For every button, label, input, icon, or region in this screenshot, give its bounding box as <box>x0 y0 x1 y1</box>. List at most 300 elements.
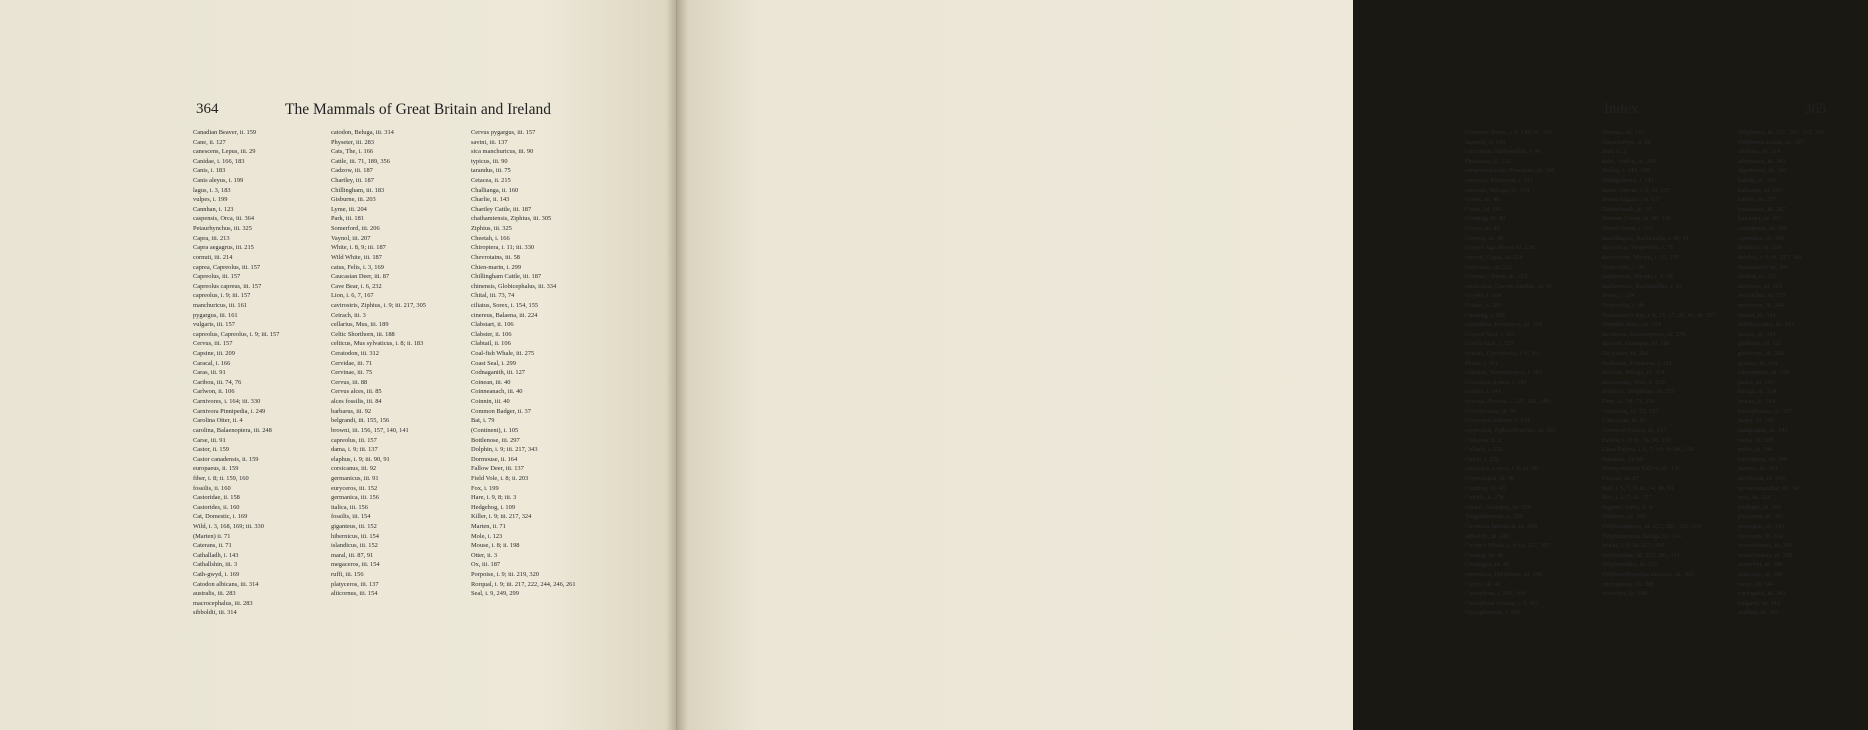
index-entry: moisi, iii. 329 <box>1738 436 1774 444</box>
index-entry: Phoca, i. 361 <box>1465 359 1499 367</box>
index-entry: Phocaena, iii. 320 <box>1465 157 1511 165</box>
index-entry: fosteri, iii. 343 <box>1738 311 1776 319</box>
right-index-column-1 <box>1465 128 1595 618</box>
index-entry: Wild, i. 3, 168, 169; iii. 330 <box>193 522 264 530</box>
index-entry: deductor, Delphinus, iii. 329 <box>1602 388 1675 396</box>
index-entry: cuvieri, Grampus, iii. 334 <box>1465 503 1531 511</box>
index-entry: Cervus alces, iii. 85 <box>331 388 382 396</box>
index-entry: Fallow Deer, iii. 137 <box>471 465 524 473</box>
index-entry: Cunning, iii. 40 <box>1465 484 1506 492</box>
index-entry: leucas, i. 9; iii. 217, 314 <box>1602 542 1664 550</box>
index-entry: Castorides, ii. 160 <box>193 503 240 511</box>
index-entry: microptera, iii. 308 <box>1738 455 1787 463</box>
index-entry: Cwning, iii. 40 <box>1465 551 1504 559</box>
index-entry: Coinean, iii. 40 <box>471 378 511 386</box>
index-entry: dasyllinguis, Barbastella, i. 40, 41 <box>1602 234 1689 242</box>
index-entry: Cystophora, i. 249, 360 <box>1465 590 1525 598</box>
index-entry: American, iii. 73, 157 <box>1602 407 1659 415</box>
index-entry: Chital, iii. 73, 74 <box>471 292 515 300</box>
index-entry: Wild White, iii. 187 <box>331 253 382 261</box>
index-entry: albimanus, iii. 343 <box>1738 157 1786 165</box>
index-entry: pygargus, iii. 161 <box>193 311 238 319</box>
index-entry: degener, Lutra, ii. 4 <box>1602 503 1653 511</box>
index-entry: sowerbiensis, iii. 308 <box>1738 551 1793 559</box>
index-entry: chathamiensis, Ziphius, iii. 305 <box>471 215 552 223</box>
index-entry: Hare, i. 9, 8; iii. 3 <box>471 494 517 502</box>
index-entry: klingii, iii. 324 <box>1738 388 1776 396</box>
index-entry: sibboldii, iii. 314 <box>193 609 237 617</box>
index-entry: islandicus, iii. 152 <box>331 542 378 550</box>
index-entry: Caterans, ii. 71 <box>193 542 232 550</box>
index-entry: cavirostris, Ziphius, i. 9; iii. 217, 305 <box>331 301 426 309</box>
index-entry: delphis, i. 9; iii. 217, 343 <box>1738 253 1803 261</box>
index-entry: Dolphin, i. 9; iii. 217, 343 <box>471 446 538 454</box>
index-entry: corsicanus, iii. 92 <box>331 465 377 473</box>
index-entry: Ovis aries, iii. 212 <box>1465 263 1513 271</box>
index-entry: fossilis, iii. 154 <box>331 513 371 521</box>
index-entry: Damh-feadh, iii. 91 <box>1602 205 1653 213</box>
index-entry: ricossous, iii. 334 <box>1738 532 1784 540</box>
index-entry: phocaena, iii. 321 <box>1738 513 1784 521</box>
index-entry: Cat, Domestic, i. 169 <box>193 513 248 521</box>
index-entry: sowerbiensis, iii. 343 <box>1738 542 1793 550</box>
index-entry: Delphinus acutus, iii. 337 <box>1738 138 1804 146</box>
index-entry: Cystophora cristata, i. 9, 361 <box>1465 599 1539 607</box>
index-entry: Coney, iii. 40 <box>1465 196 1500 204</box>
index-entry: barbarus, iii. 92 <box>331 407 372 415</box>
index-entry: Oryctolagus, iii. 40 <box>1465 474 1515 482</box>
index-entry: Coyote, i. 184 <box>1465 292 1502 300</box>
index-entry: cristatus, Stemmatopus, i. 361 <box>1465 369 1543 377</box>
index-entry: Copper Age Sheep, iii. 238 <box>1465 244 1535 252</box>
index-entry: Charlie, ii. 143 <box>471 196 510 204</box>
index-entry: communis, Barbastellus, i. 41 <box>1465 148 1541 156</box>
index-entry: varlegatus, iii. 343 <box>1738 590 1786 598</box>
book-gutter-shadow <box>666 0 688 730</box>
index-entry: Tragonthorium, ii. 259 <box>1465 513 1523 521</box>
index-entry: sowerbyi, iii. 308 <box>1602 590 1647 598</box>
index-entry: Vaynol, iii. 207 <box>331 234 371 242</box>
index-entry: diodon, iii. 297 <box>1738 273 1778 281</box>
index-entry: concreta, Beluga, iii. 314 <box>1465 186 1530 194</box>
index-entry: corsicanus, Cervus elaphus, iii. 91 <box>1465 282 1553 290</box>
index-entry: Delphinorhynchus australis, iii. 305 <box>1602 571 1694 579</box>
index-entry: Mouse, i. 8; ii. 198 <box>471 542 520 550</box>
index-entry: Canidae, i. 166, 183 <box>193 157 245 165</box>
index-entry: Crocidura aranea, i. 141 <box>1465 378 1527 386</box>
index-entry: (Marten) ii. 71 <box>193 532 231 540</box>
index-entry: Bottlenose, iii. 297 <box>471 436 520 444</box>
index-entry: decumanus, Mus, ii. 219 <box>1602 378 1665 386</box>
index-entry: major, iii. 343 <box>1738 417 1774 425</box>
index-entry: Fox, i. 199 <box>471 484 499 492</box>
index-entry: germanica, iii. 156 <box>331 494 379 502</box>
index-entry: europaeus, ii. 159 <box>193 465 239 473</box>
index-entry: Roe, i. 6, 7; iii. 157 <box>1602 494 1652 502</box>
index-entry: tarandus, iii. 75 <box>471 167 511 175</box>
index-entry: Carnivores, i. 164; iii. 330 <box>193 398 261 406</box>
index-entry: caspensis, Orca, iii. 364 <box>193 215 255 223</box>
index-entry: Cystophorinae, i. 360 <box>1465 609 1521 617</box>
index-entry: macrocephalus, iii. 283 <box>193 599 253 607</box>
index-entry: Cats, The, i. 166 <box>331 148 374 156</box>
index-entry: Canis, i. 183 <box>193 167 226 175</box>
index-entry: Japanese, iii. 90 <box>1602 455 1643 463</box>
index-entry: Danish borin, i. 152 <box>1602 225 1653 233</box>
index-entry: savini, iii. 137 <box>471 138 508 146</box>
index-entry: fuscus, iii. 343 <box>1738 330 1776 338</box>
index-entry: gladiator, iii. 321 <box>1738 340 1782 348</box>
index-entry: Canadian Beaver, ii. 159 <box>193 129 257 136</box>
index-entry: davisoii, Grampus, iii. 180 <box>1602 340 1671 348</box>
index-entry: Petaurhynchus, iii. 325 <box>193 225 252 233</box>
index-entry: (Continent), i. 105 <box>471 426 519 434</box>
index-entry: cuniculus, Lepus, i. 8; iii. 40 <box>1465 465 1538 473</box>
index-entry: Delphinapterus beluga, iii. 314 <box>1602 532 1681 540</box>
index-entry: maral, iii. 87, 91 <box>331 551 374 559</box>
index-entry: elaphus, i. 9; iii. 90, 91 <box>331 455 390 463</box>
index-entry: dasycneme, Myotis, i. 15, 105 <box>1602 253 1680 261</box>
index-entry: dalei, Andon, iii. 308 <box>1602 157 1656 165</box>
index-entry: Coal-fish Whale, iii. 275 <box>471 350 535 358</box>
index-entry: Capreolus capreus, iii. 157 <box>193 282 262 290</box>
index-entry: Catodon albicans, iii. 314 <box>193 580 259 588</box>
index-entry: capreolus, i. 9; iii. 157 <box>193 292 251 300</box>
left-page <box>0 0 677 730</box>
index-entry: Common Fallow, iii. 137 <box>1602 426 1667 434</box>
index-entry: Conin, iii. 143 <box>1465 205 1502 213</box>
index-entry: fossilis, ii. 160 <box>193 484 231 492</box>
index-entry: Chevrotains, iii. 58 <box>471 253 520 261</box>
index-entry: Vespertilio, i. 98 <box>1602 263 1645 271</box>
index-entry: carolina, Balaenoptera, iii. 248 <box>193 426 272 434</box>
index-entry: Cervus pygargus, iii. 157 <box>471 129 536 136</box>
index-entry: alticornus, iii. 154 <box>331 590 378 598</box>
index-entry: sibboldii, iii. 248 <box>1465 532 1509 540</box>
index-entry: Caribou, iii. 74, 76 <box>193 378 242 386</box>
index-entry: australis, iii. 283 <box>193 590 236 598</box>
index-entry: desmarestii, iii. 305 <box>1738 263 1789 271</box>
index-entry: cymodice, iii. 346 <box>1738 234 1785 242</box>
index-entry: leucas, iii. 314 <box>1738 398 1776 406</box>
index-entry: Mesopotamian Fallow, iii. 136 <box>1602 465 1681 473</box>
index-entry: Deer, iii. 58, 71, 356 <box>1602 398 1655 406</box>
index-entry: dama, Cervus, i. 9; iii. 137 <box>1602 186 1670 194</box>
index-entry: Cuvier's Whale, i. 9; iii. 217, 305 <box>1465 542 1550 550</box>
index-entry: declivis, Beluga, iii. 314 <box>1602 369 1665 377</box>
index-entry: Mole, i. 123 <box>471 532 503 540</box>
left-index-column-3 <box>471 128 601 599</box>
index-entry: Cormac's Sheep, iii. 212 <box>1465 273 1528 281</box>
index-entry: Cervinae, iii. 75 <box>331 369 373 377</box>
index-entry: Dauphin blanc, iii. 314 <box>1602 321 1661 329</box>
index-entry: globiceps, iii. 329 <box>1738 350 1784 358</box>
index-entry: philippii, iii. 305 <box>1738 503 1781 511</box>
index-entry: Cervus, iii. 157 <box>193 340 233 348</box>
index-entry: eschrichtii, iii. 337 <box>1738 292 1786 300</box>
index-entry: Chartley, iii. 187 <box>331 177 374 185</box>
index-entry: Ceirach, iii. 3 <box>331 311 366 319</box>
index-entry: Cath-gwyd, i. 169 <box>193 571 240 579</box>
index-entry: lagus, i. 3, 183 <box>193 186 231 194</box>
index-entry: Field Vole, i. 8; ii. 203 <box>471 474 529 482</box>
index-entry: melis, iii. 346 <box>1738 446 1774 454</box>
index-entry: dasycurus, Vespertilio, i. 78 <box>1602 244 1673 252</box>
index-entry: Capra aegagrus, iii. 215 <box>193 244 254 252</box>
right-page-number: 365 <box>1804 101 1827 117</box>
index-entry: typicus, iii. 90 <box>471 157 508 165</box>
index-entry: Squirrel, ii. 149 <box>1465 138 1506 146</box>
right-index-column-3 <box>1738 128 1868 618</box>
index-entry: caprea, Capreolus, iii. 157 <box>193 263 261 271</box>
index-entry: hibernicus, iii. 154 <box>331 532 379 540</box>
index-entry: intermedius, iii. 329 <box>1738 369 1790 377</box>
index-entry: Marten, ii. 71 <box>471 522 506 530</box>
index-entry: Otter, ii. 3 <box>471 551 498 559</box>
left-index-column-1 <box>193 128 323 618</box>
index-entry: Ox, iii. 187 <box>471 561 501 569</box>
index-entry: Conyng, iii. 40 <box>1465 234 1504 242</box>
index-entry: Canis aleyus, i. 199 <box>193 177 244 185</box>
index-entry: euryceros, iii. 152 <box>331 484 378 492</box>
index-entry: Challianga, ii. 160 <box>471 186 519 194</box>
index-entry: Clabtail, ii. 106 <box>471 340 511 348</box>
index-entry: capreolus, iii. 157 <box>331 436 377 444</box>
index-entry: Capreolus, iii. 157 <box>193 273 241 281</box>
index-entry: Capsine, iii. 209 <box>193 350 235 358</box>
index-entry: russula, i. 141 <box>1465 388 1501 396</box>
index-entry: walkeri, iii. 343 <box>1738 609 1779 617</box>
index-entry: Chillingham, iii. 183 <box>331 186 385 194</box>
index-entry: Ceratodon, iii. 312 <box>331 350 379 358</box>
index-entry: Conning, iii. 40 <box>1465 215 1506 223</box>
index-entry: Crioch-luch, i. 123 <box>1465 340 1514 348</box>
index-entry: albicans, iii. 314 <box>1738 148 1781 156</box>
index-entry: vulgaris, iii. 343 <box>1738 599 1780 607</box>
index-entry: alces fossilis, iii. 84 <box>331 398 382 406</box>
index-entry: janira, iii. 343 <box>1738 378 1774 386</box>
index-entry: deductor, iii. 329 <box>1738 244 1782 252</box>
right-page <box>677 0 1827 730</box>
index-entry: Conye, iii. 40 <box>1465 225 1500 233</box>
index-entry: novae-zelandiae, iii. 343 <box>1738 484 1801 492</box>
index-entry: Giant Fallow, i. 6, 7, 10; iii. 84, 154 <box>1602 446 1694 454</box>
index-entry: crocuta, Hyaena, i. 125, 181, 180 <box>1465 398 1550 406</box>
index-entry: Cave Bear, i. 6, 232 <box>331 282 382 290</box>
index-entry: Caucasian Deer, iii. 87 <box>331 273 390 281</box>
index-entry: Persian, iii. 87 <box>1602 474 1639 482</box>
index-entry: bairdii, iii. 343 <box>1738 177 1776 185</box>
index-entry: Seal, i. 9, 249, 299 <box>471 590 519 598</box>
index-entry: dubiosus, iii. 324 <box>1738 282 1783 290</box>
index-entry: Caras, iii. 91 <box>193 369 226 377</box>
index-entry: Da-fjaden, iii. 261 <box>1602 350 1649 358</box>
index-entry: cornuti, iii. 214 <box>193 253 233 261</box>
index-entry: Chillingham Cattle, iii. 187 <box>471 273 542 281</box>
index-entry: vulgaris, iii. 157 <box>193 321 235 329</box>
index-entry: Vespertilio, i. 86 <box>1602 301 1645 309</box>
index-entry: Caucasian, iii. 87 <box>1602 417 1647 425</box>
index-entry: fulvifasciatus, iii. 343 <box>1738 321 1794 329</box>
index-entry: cryptodon, Ziphiorhynchus, iii. 305 <box>1465 426 1556 434</box>
index-entry: canadensis, iii. 314 <box>1738 225 1787 233</box>
index-entry: cymodoce, Delphinus, iii. 346 <box>1465 571 1543 579</box>
index-entry: Crabar, ii. 283 <box>1465 301 1502 309</box>
index-entry: Chien-marin, i. 299 <box>471 263 522 271</box>
index-entry: davidsoni, Balaenoptera, iii. 279 <box>1602 330 1686 338</box>
index-entry: Cnalmig, i. 109 <box>1465 311 1505 319</box>
index-entry: norrhanus, iii. 343 <box>1738 474 1785 482</box>
index-entry: Capra, iii. 213 <box>193 234 230 242</box>
index-entry: Clabster, ii. 106 <box>471 330 512 338</box>
index-entry: butskopf, iii. 297 <box>1738 215 1782 223</box>
index-entry: sowerbyi, iii. 308 <box>1738 561 1783 569</box>
index-entry: Daearforhyn, ii. 58 <box>1602 138 1651 146</box>
index-entry: Chiroptera, i. 11; iii. 330 <box>471 244 535 252</box>
index-entry: pomegras, iii. 343 <box>1738 522 1785 530</box>
index-entry: Cuirin, i. 252 <box>1465 455 1500 463</box>
index-entry: germanicus, iii. 91 <box>331 474 379 482</box>
index-entry: cornuti, Capra, iii. 214 <box>1465 253 1523 261</box>
index-entry: Somerford, iii. 206 <box>331 225 380 233</box>
index-entry: Cudcoon, ii. 2 <box>1465 436 1502 444</box>
index-entry: belgrandi, iii. 155, 156 <box>331 417 390 425</box>
index-entry: Damine Group, iii. 86, 136 <box>1602 215 1672 223</box>
index-entry: Crested Seal, i. 361 <box>1465 330 1515 338</box>
index-entry: compressicauda, Phocaena, iii. 346 <box>1465 167 1555 175</box>
index-entry: Sorex, i. 154 <box>1602 292 1635 300</box>
index-entry: chinensis, Globicephalus, iii. 334 <box>471 282 557 290</box>
index-entry: Carolina Otter, ii. 4 <box>193 417 243 425</box>
index-entry: Red, i. 6, 7, 9; iii. 74, 80, 91 <box>1602 484 1674 492</box>
index-entry: truncatus, iii. 346 <box>1738 571 1783 579</box>
index-entry: leucopleurus, iii. 337 <box>1738 407 1792 415</box>
index-entry: Cervus, iii. 88 <box>331 378 368 386</box>
index-entry: capreolus, Capreolus, i. 9; iii. 157 <box>193 330 280 338</box>
index-entry: megaceros, iii. 154 <box>331 561 380 569</box>
index-entry: cinereus, Balaena, iii. 224 <box>471 311 538 319</box>
index-entry: Bat, i. 79 <box>471 417 495 425</box>
index-entry: tursio, iii. 346 <box>1738 580 1774 588</box>
index-entry: Dacmas, iii. 137 <box>1602 129 1644 136</box>
index-entry: griseus, iii. 334 <box>1738 359 1778 367</box>
index-entry: platyceros, iii. 137 <box>331 580 379 588</box>
index-entry: Daft, ii. 2 <box>1602 148 1627 156</box>
index-entry: Cheetah, i. 166 <box>471 234 510 242</box>
index-entry: browni, iii. 156, 157, 140, 141 <box>331 426 409 434</box>
index-entry: Delphinidae, iii. 217, 281, 311 <box>1602 551 1680 559</box>
index-entry: Crossopus fodiens, i. 134 <box>1465 417 1530 425</box>
index-entry: Delphinapterus, iii. 217, 281, 312, 314 <box>1602 522 1701 530</box>
index-entry: White, i. 8, 9; iii. 187 <box>331 244 386 252</box>
index-entry: cellarius, Mus, iii. 189 <box>331 321 389 329</box>
index-entry: Castor, ii. 159 <box>193 446 229 454</box>
index-entry: Cwningen, iii. 40 <box>1465 561 1510 569</box>
index-entry: celticus, Mus sylvaticus, i. 8; ii. 183 <box>331 340 424 348</box>
index-entry: Cannhan, i. 123 <box>193 205 234 213</box>
index-entry: Dormouse, ii. 164 <box>471 455 518 463</box>
index-entry: bidentatus, iii. 297 <box>1738 205 1786 213</box>
index-entry: Codnaganith, iii. 127 <box>471 369 525 377</box>
index-entry: bidens, iii. 297 <box>1738 196 1776 204</box>
index-entry: Hedgehog, i. 109 <box>471 503 516 511</box>
index-entry: Cattle, iii. 71, 189, 356 <box>331 157 390 165</box>
index-entry: Killer, i. 9; iii. 217, 324 <box>471 513 532 521</box>
index-entry: Physeter, iii. 283 <box>331 138 375 146</box>
right-running-title: Index <box>1604 101 1639 117</box>
index-entry: Park, iii. 181 <box>331 215 365 223</box>
index-entry: Delphinoidea, iii. 217 <box>1602 561 1658 569</box>
index-entry: Castoridae, ii. 158 <box>193 494 240 502</box>
index-entry: Daubenton's Bat, i. 8, 15, 17, 20, 86; iii. 357 <box>1602 311 1716 319</box>
index-entry: Clabstart, ii. 106 <box>471 321 514 329</box>
index-entry: giganteus, iii. 152 <box>331 522 377 530</box>
index-entry: Dallag, i. 141, 149 <box>1602 167 1650 175</box>
index-entry: Dama vulgaris, iii. 137 <box>1602 196 1661 204</box>
index-entry: Celtic Shorthorn, iii. 188 <box>331 330 395 338</box>
index-entry: canescens, Lepus, iii. 29 <box>193 148 256 156</box>
index-entry: Delphinus, iii. 217, 281, 312, 343 <box>1738 129 1824 136</box>
left-page-number: 364 <box>196 101 219 117</box>
right-index-column-2 <box>1602 128 1732 599</box>
index-entry: algeriensis, iii. 343 <box>1738 167 1787 175</box>
index-entry: sica manchuricus, iii. 90 <box>471 148 534 156</box>
index-entry: Castor canadensis, ii. 159 <box>193 455 259 463</box>
index-entry: Cyrchi, iii. 40 <box>1465 580 1501 588</box>
index-entry: daubentoni, Myotis, i. 8, 98 <box>1602 273 1673 281</box>
index-entry: Common Shrew, i. 8, 141; iii. 330 <box>1465 129 1552 136</box>
index-entry: balteatus, iii. 343 <box>1738 186 1783 194</box>
index-entry: fiber, i. 8; ii. 159, 160 <box>193 474 249 482</box>
index-entry: euryrome, iii. 346 <box>1738 301 1784 309</box>
index-entry: catus, Felis, i. 3, 169 <box>331 263 384 271</box>
index-entry: dealbatus, Erinaceus, i. 111 <box>1602 359 1672 367</box>
index-entry: Delfinen, iii. 343 <box>1602 513 1646 521</box>
index-entry: manchuricus, iii. 161 <box>193 301 247 309</box>
index-entry: cristata, Cystophora, i. 9, 361 <box>1465 350 1541 358</box>
index-entry: Cullach, i. 252 <box>1465 446 1503 454</box>
index-entry: mauroi, iii. 343 <box>1738 465 1778 473</box>
index-entry: Cetacea, ii. 215 <box>471 177 511 185</box>
index-entry: Chartley Cattle, iii. 187 <box>471 205 532 213</box>
index-entry: Cervidae, iii. 71 <box>331 359 373 367</box>
index-entry: Rorqual, i. 9; iii. 217, 222, 244, 246, 261 <box>471 580 576 588</box>
index-entry: Cathallshin, iii. 3 <box>193 561 238 569</box>
index-entry: italica, iii. 156 <box>331 503 368 511</box>
index-entry: Cane, ii. 127 <box>193 138 226 146</box>
index-entry: Coast Seal, i. 299 <box>471 359 516 367</box>
index-entry: Lyme, iii. 204 <box>331 205 367 213</box>
left-index-column-2 <box>331 128 461 599</box>
index-entry: Fallow, i. 9; iii. 74, 90, 137 <box>1602 436 1672 444</box>
index-entry: dama, i. 9; iii. 137 <box>331 446 378 454</box>
index-entry: Coinneanach, iii. 40 <box>471 388 523 396</box>
index-entry: Common Badger, ii. 37 <box>471 407 531 415</box>
index-entry: Gisburne, iii. 203 <box>331 196 376 204</box>
index-entry: daubentonii, Barbastellus, i. 41 <box>1602 282 1682 290</box>
index-entry: Porpoise, i. 9; iii. 219, 320 <box>471 571 539 579</box>
index-entry: orca, iii. 324 <box>1738 494 1771 502</box>
index-entry: Crocidurinae, iii. 91 <box>1465 407 1517 415</box>
index-entry: Caracal, i. 166 <box>193 359 231 367</box>
index-entry: Carnivora Pinnipedia, i. 249 <box>193 407 266 415</box>
index-entry: Dallag-fhoair, i. 141 <box>1602 177 1654 185</box>
index-entry: crassidens, Pseudorca, iii. 328 <box>1465 321 1543 329</box>
index-entry: Carlwon, ii. 106 <box>193 388 235 396</box>
index-entry: Lion, i. 6, 7, 167 <box>331 292 374 300</box>
index-entry: ciliatus, Sorex, i. 154, 155 <box>471 301 539 309</box>
index-entry: Cutrick, ii. 278 <box>1465 494 1504 502</box>
